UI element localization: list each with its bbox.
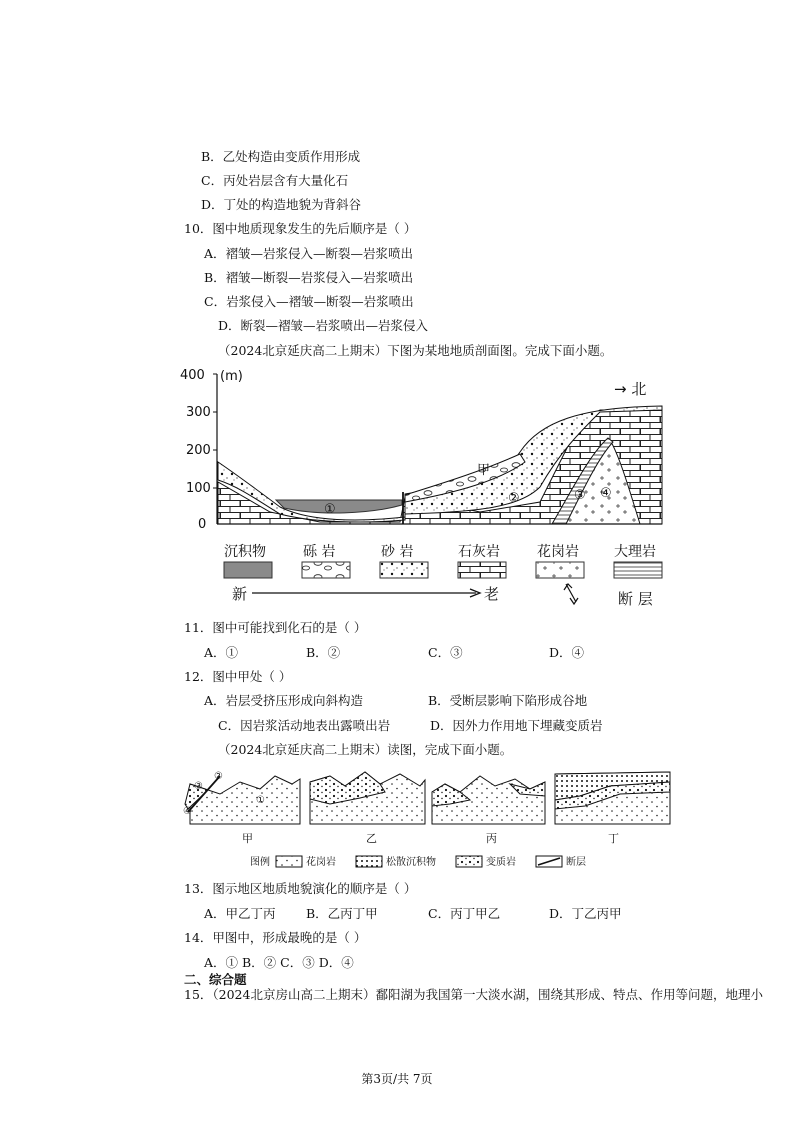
y-tick-400: 400 bbox=[180, 368, 205, 383]
fig2-legend-metamorphic: 变质岩 bbox=[486, 857, 516, 868]
q13-option-a: A．甲乙丁丙 bbox=[204, 906, 276, 921]
q10-option-a: A．褶皱—岩浆侵入—断裂—岩浆喷出 bbox=[204, 246, 414, 261]
marker-3: ③ bbox=[574, 488, 586, 503]
legend-fault-label: 断 层 bbox=[618, 590, 653, 608]
q13-option-d: D．丁乙丙甲 bbox=[549, 906, 622, 921]
q12-option-c: C．因岩浆活动地表出露喷出岩 bbox=[218, 718, 391, 733]
marker-4: ④ bbox=[600, 486, 612, 501]
fault-symbol-icon bbox=[564, 584, 578, 604]
q12-stem: 12．图中甲处（ ） bbox=[184, 669, 292, 684]
label-jia: 甲 bbox=[477, 463, 491, 478]
evolution-figure bbox=[180, 764, 680, 874]
y-tick-200: 200 bbox=[186, 443, 211, 458]
fig2-legend-loose: 松散沉积物 bbox=[386, 857, 436, 868]
geologic-section-figure bbox=[180, 362, 680, 612]
intro-geologic-section: （2024北京延庆高二上期末）下图为某地地质剖面图。完成下面小题。 bbox=[218, 343, 613, 358]
q11-option-c: C．③ bbox=[428, 645, 463, 660]
panel-bing-label: 丙 bbox=[486, 832, 497, 845]
q13-option-b: B．乙丙丁甲 bbox=[306, 906, 378, 921]
q9-option-b: B．乙处构造由变质作用形成 bbox=[201, 149, 361, 164]
legend-sediment-label: 沉积物 bbox=[224, 544, 266, 560]
q11-option-a: A．① bbox=[204, 645, 239, 660]
legend-sandstone-label: 砂 岩 bbox=[381, 544, 414, 560]
fig2-legend-title: 图例 bbox=[250, 857, 270, 868]
fig2-marker-1: ① bbox=[256, 795, 265, 806]
y-tick-100: 100 bbox=[186, 481, 211, 496]
panel-yi-label: 乙 bbox=[366, 832, 377, 845]
y-unit: (m) bbox=[220, 369, 243, 384]
fig2-marker-4: ④ bbox=[183, 806, 192, 817]
legend-marble-label: 大理岩 bbox=[614, 544, 656, 560]
y-tick-0: 0 bbox=[198, 517, 207, 532]
q9-option-c: C．丙处岩层含有大量化石 bbox=[201, 173, 349, 188]
section-heading: 二、综合题 bbox=[184, 972, 247, 987]
y-tick-300: 300 bbox=[186, 405, 211, 420]
q10-option-c: C．岩浆侵入—褶皱—断裂—岩浆喷出 bbox=[204, 294, 414, 309]
q12-option-b: B．受断层影响下陷形成谷地 bbox=[428, 693, 588, 708]
q12-option-d: D．因外力作用地下埋藏变质岩 bbox=[430, 718, 603, 733]
q12-option-a: A．岩层受挤压形成向斜构造 bbox=[204, 693, 364, 708]
age-old-label: 老 bbox=[484, 585, 500, 603]
fig2-marker-2: ② bbox=[214, 771, 223, 782]
q11-option-d: D．④ bbox=[549, 645, 585, 660]
fig2-marker-3: ③ bbox=[194, 781, 203, 792]
fig2-legend-granite: 花岗岩 bbox=[306, 857, 336, 868]
page-footer: 第3页/共 7页 bbox=[361, 1072, 433, 1086]
panel-ding-label: 丁 bbox=[608, 832, 619, 845]
q10-option-d: D．断裂—褶皱—岩浆喷出—岩浆侵入 bbox=[218, 318, 429, 333]
fig2-legend-fault: 断层 bbox=[566, 857, 586, 868]
panel-jia-label: 甲 bbox=[242, 832, 253, 845]
north-arrow: → 北 bbox=[614, 380, 647, 398]
legend-granite-label: 花岗岩 bbox=[537, 544, 579, 560]
q10-stem: 10．图中地质现象发生的先后顺序是（ ） bbox=[184, 221, 417, 236]
q15-stem: 15．（2024北京房山高二上期末）鄱阳湖为我国第一大淡水湖，围绕其形成、特点、作用等问题，地理小 bbox=[184, 987, 763, 1002]
q13-stem: 13．图示地区地质地貌演化的顺序是（ ） bbox=[184, 881, 417, 896]
q14-options: A．① B．② C．③ D．④ bbox=[204, 955, 354, 970]
q11-stem: 11．图中可能找到化石的是（ ） bbox=[184, 620, 367, 635]
legend-limestone-label: 石灰岩 bbox=[458, 544, 500, 560]
q9-option-d: D．丁处的构造地貌为背斜谷 bbox=[201, 197, 362, 212]
q11-option-b: B．② bbox=[306, 645, 341, 660]
marker-2: ② bbox=[508, 491, 520, 506]
q10-option-b: B．褶皱—断裂—岩浆侵入—岩浆喷出 bbox=[204, 270, 414, 285]
marker-1: ① bbox=[324, 502, 336, 517]
age-new-label: 新 bbox=[232, 585, 248, 603]
q13-option-c: C．丙丁甲乙 bbox=[428, 906, 501, 921]
q14-stem: 14．甲图中，形成最晚的是（ ） bbox=[184, 930, 367, 945]
legend-conglomerate-label: 砾 岩 bbox=[303, 544, 336, 560]
intro-evolution: （2024北京延庆高二上期末）读图，完成下面小题。 bbox=[218, 742, 513, 757]
